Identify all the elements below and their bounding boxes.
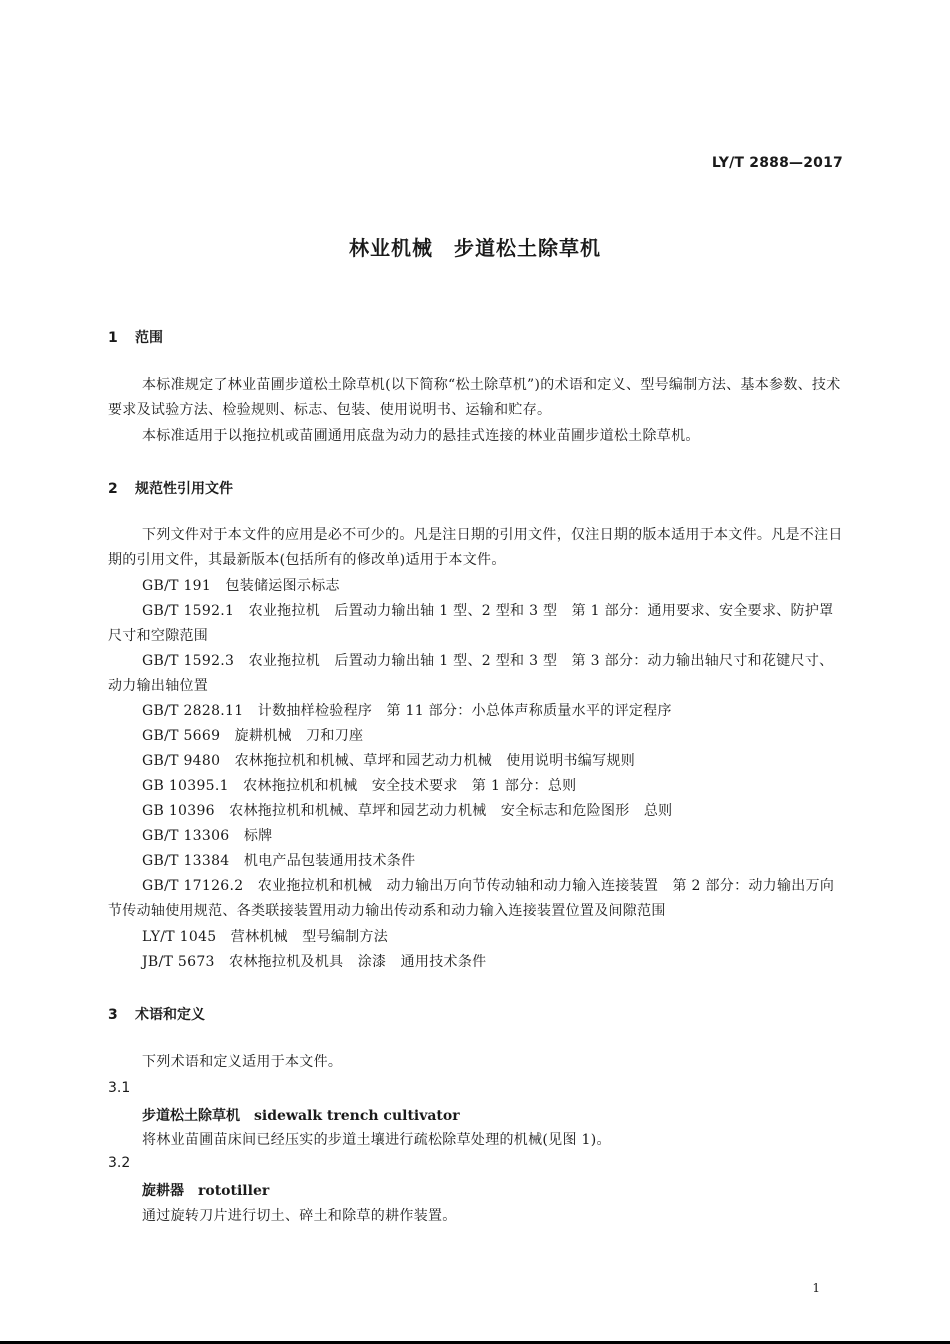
term-definition: 通过旋转刀片进行切土、碎土和除草的耕作装置。 xyxy=(142,1208,457,1224)
scope-paragraph: 本标准适用于以拖拉机或苗圃通用底盘为动力的悬挂式连接的林业苗圃步道松土除草机。 xyxy=(142,428,700,444)
reference-item: GB/T 191 包装储运图示标志 xyxy=(142,578,340,594)
term-english: rototiller xyxy=(198,1183,270,1199)
reference-item: LY/T 1045 营林机械 型号编制方法 xyxy=(142,929,389,945)
section-number: 1 xyxy=(108,330,118,346)
reference-item: GB/T 1592.3 农业拖拉机 后置动力输出轴 1 型、2 型和 3 型 第 3 部分：动力输出轴尺寸和花键尺寸、动力输出轴位置 xyxy=(108,653,834,694)
references-intro: 下列文件对于本文件的应用是必不可少的。凡是注日期的引用文件，仅注日期的版本适用于本文件。凡是不注日期的引用文件，其最新版本(包括所有的修改单)适用于本文件。 xyxy=(108,527,843,568)
reference-item: GB/T 9480 农林拖拉机和机械、草坪和园艺动力机械 使用说明书编写规则 xyxy=(142,753,636,769)
section-1-heading xyxy=(108,327,163,347)
term-chinese: 步道松土除草机 xyxy=(142,1108,240,1124)
reference-item: GB/T 2828.11 计数抽样检验程序 第 11 部分：小总体声称质量水平的评定程序 xyxy=(142,703,672,719)
document-title: 林业机械 步道松土除草机 xyxy=(349,236,601,260)
section-3-heading xyxy=(108,1004,205,1024)
reference-item: GB 10395.1 农林拖拉机和机械 安全技术要求 第 1 部分：总则 xyxy=(142,778,577,794)
term-heading xyxy=(142,1180,269,1200)
reference-item: GB/T 13306 标牌 xyxy=(142,828,273,844)
reference-item: GB/T 5669 旋耕机械 刀和刀座 xyxy=(142,728,364,744)
term-english: sidewalk trench cultivator xyxy=(254,1108,460,1124)
reference-item: GB/T 1592.1 农业拖拉机 后置动力输出轴 1 型、2 型和 3 型 第 1 部分：通用要求、安全要求、防护罩尺寸和空隙范围 xyxy=(108,603,834,644)
reference-item: GB 10396 农林拖拉机和机械、草坪和园艺动力机械 安全标志和危险图形 总则 xyxy=(142,803,673,819)
term-heading xyxy=(142,1105,460,1125)
term-chinese: 旋耕器 xyxy=(142,1183,184,1199)
reference-item: GB/T 17126.2 农业拖拉机和机械 动力输出万向节传动轴和动力输入连接装置 第 2 部分：动力输出万向节传动轴使用规范、各类联接装置用动力输出传动系和动力输入连接装置位置及间隙范围 xyxy=(108,878,835,919)
term-definition: 将林业苗圃苗床间已经压实的步道土壤进行疏松除草处理的机械(见图 1)。 xyxy=(142,1132,611,1148)
reference-item: GB/T 13384 机电产品包装通用技术条件 xyxy=(142,853,416,869)
clause-number: 3.1 xyxy=(108,1080,131,1096)
section-2-heading xyxy=(108,478,233,498)
terms-intro: 下列术语和定义适用于本文件。 xyxy=(142,1054,343,1070)
page-number: 1 xyxy=(812,1281,820,1295)
section-title: 范围 xyxy=(135,330,163,346)
reference-item: JB/T 5673 农林拖拉机及机具 涂漆 通用技术条件 xyxy=(142,954,487,970)
section-title: 术语和定义 xyxy=(135,1007,205,1023)
section-number: 3 xyxy=(108,1007,118,1023)
section-number: 2 xyxy=(108,481,118,497)
standard-code: LY/T 2888—2017 xyxy=(711,155,843,171)
section-title: 规范性引用文件 xyxy=(135,481,233,497)
scope-paragraph: 本标准规定了林业苗圃步道松土除草机(以下简称“松土除草机”)的术语和定义、型号编制方法、基本参数、技术要求及试验方法、检验规则、标志、包装、使用说明书、运输和贮存。 xyxy=(108,377,841,418)
clause-number: 3.2 xyxy=(108,1155,131,1171)
